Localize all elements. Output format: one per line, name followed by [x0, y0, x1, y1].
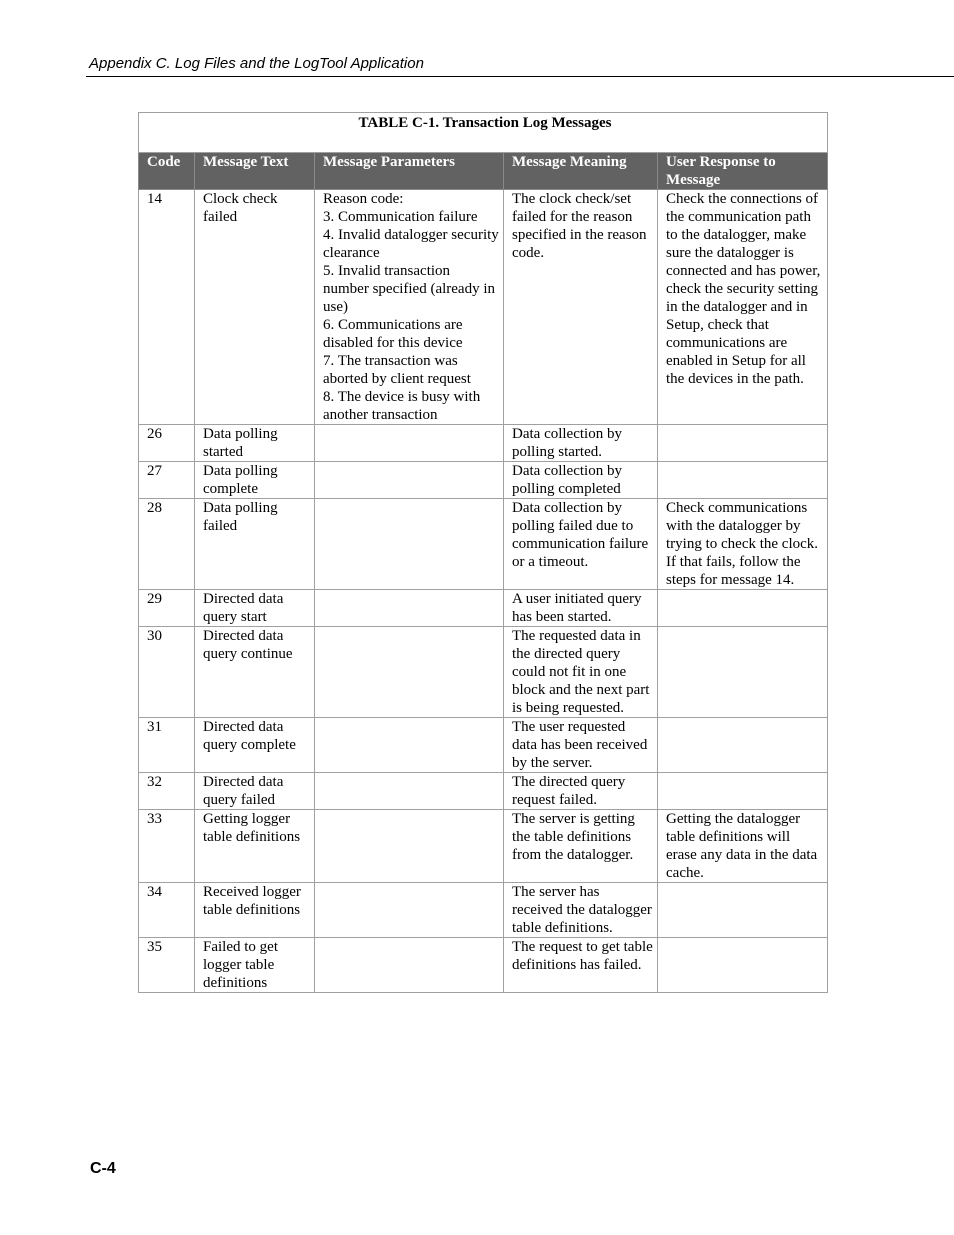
table-caption: TABLE C-1. Transaction Log Messages — [139, 113, 828, 153]
message-parameters-cell — [315, 425, 504, 462]
user-response-cell: Getting the datalogger table definitions will erase any data in the data cache. — [658, 810, 828, 883]
table-row — [139, 627, 828, 718]
code-cell: 14 — [139, 190, 195, 425]
message-text-cell: Directed data query complete — [195, 718, 315, 773]
message-parameters-cell — [315, 499, 504, 590]
header-rule — [86, 76, 954, 77]
message-text-cell: Directed data query failed — [195, 773, 315, 810]
message-meaning-cell: The server has received the datalogger table definitions. — [504, 883, 658, 938]
message-parameters-cell — [315, 883, 504, 938]
column-header-message-meaning: Message Meaning — [504, 153, 658, 190]
message-parameters-cell — [315, 773, 504, 810]
user-response-cell: Check communications with the datalogger by trying to check the clock. If that fails, follow the steps for message 14. — [658, 499, 828, 590]
message-text-cell: Directed data query continue — [195, 627, 315, 718]
parameter-line: 4. Invalid datalogger security clearance — [323, 227, 499, 261]
column-header-code: Code — [139, 153, 195, 190]
column-header-message-text: Message Text — [195, 153, 315, 190]
message-meaning-cell: Data collection by polling failed due to communication failure or a timeout. — [504, 499, 658, 590]
user-response-cell — [658, 590, 828, 627]
message-meaning-cell: The server is getting the table definitions from the datalogger. — [504, 810, 658, 883]
table-row — [139, 718, 828, 773]
message-meaning-cell: The requested data in the directed query could not fit in one block and the next part is being requested. — [504, 627, 658, 718]
user-response-cell — [658, 773, 828, 810]
parameter-line: 3. Communication failure — [323, 209, 478, 225]
user-response-cell — [658, 883, 828, 938]
code-cell: 34 — [139, 883, 195, 938]
message-text-cell: Failed to get logger table definitions — [195, 938, 315, 993]
table-row — [139, 190, 828, 425]
page-header-title: Appendix C. Log Files and the LogTool Application — [89, 55, 424, 72]
code-cell: 35 — [139, 938, 195, 993]
message-parameters-cell — [315, 590, 504, 627]
table-row — [139, 810, 828, 883]
code-cell: 30 — [139, 627, 195, 718]
parameter-line: 5. Invalid transaction number specified (already in use) — [323, 263, 496, 315]
message-parameters-cell — [315, 718, 504, 773]
message-text-cell: Clock check failed — [195, 190, 315, 425]
code-cell: 33 — [139, 810, 195, 883]
parameter-line: 8. The device is busy with another transaction — [323, 389, 481, 423]
table-row — [139, 773, 828, 810]
parameter-line: 6. Communications are disabled for this device — [323, 317, 463, 351]
user-response-cell — [658, 627, 828, 718]
message-meaning-cell: The directed query request failed. — [504, 773, 658, 810]
message-meaning-cell: The user requested data has been received by the server. — [504, 718, 658, 773]
code-cell: 31 — [139, 718, 195, 773]
user-response-cell — [658, 718, 828, 773]
code-cell: 28 — [139, 499, 195, 590]
message-parameters-cell — [315, 627, 504, 718]
message-text-cell: Data polling started — [195, 425, 315, 462]
table-row — [139, 883, 828, 938]
code-cell: 26 — [139, 425, 195, 462]
message-parameters-cell — [315, 462, 504, 499]
parameter-line: 7. The transaction was aborted by client request — [323, 353, 471, 387]
message-meaning-cell: The clock check/set failed for the reason specified in the reason code. — [504, 190, 658, 425]
table-row — [139, 590, 828, 627]
parameter-line: Reason code: — [323, 191, 404, 207]
code-cell: 29 — [139, 590, 195, 627]
user-response-cell — [658, 462, 828, 499]
message-parameters-cell — [315, 938, 504, 993]
user-response-cell — [658, 938, 828, 993]
message-text-cell: Getting logger table definitions — [195, 810, 315, 883]
message-meaning-cell: The request to get table definitions has failed. — [504, 938, 658, 993]
table-row — [139, 938, 828, 993]
code-cell: 32 — [139, 773, 195, 810]
message-meaning-cell: A user initiated query has been started. — [504, 590, 658, 627]
page-number: C-4 — [90, 1160, 116, 1177]
code-cell: 27 — [139, 462, 195, 499]
column-header-user-response: User Response to Message — [658, 153, 828, 190]
message-meaning-cell: Data collection by polling completed — [504, 462, 658, 499]
user-response-cell — [658, 425, 828, 462]
message-text-cell: Received logger table definitions — [195, 883, 315, 938]
message-parameters-cell — [315, 810, 504, 883]
message-parameters-cell — [315, 190, 504, 425]
message-meaning-cell: Data collection by polling started. — [504, 425, 658, 462]
user-response-cell: Check the connections of the communication path to the datalogger, make sure the datalogger is connected and has power, check the security setting in the datalogger and in Setup, check that communications are enabled in Setup for all the devices in the path. — [658, 190, 828, 425]
column-header-message-parameters: Message Parameters — [315, 153, 504, 190]
table-row — [139, 499, 828, 590]
message-text-cell: Data polling failed — [195, 499, 315, 590]
table-row — [139, 462, 828, 499]
message-text-cell: Directed data query start — [195, 590, 315, 627]
table-row — [139, 425, 828, 462]
message-text-cell: Data polling complete — [195, 462, 315, 499]
transaction-log-table — [138, 112, 828, 993]
